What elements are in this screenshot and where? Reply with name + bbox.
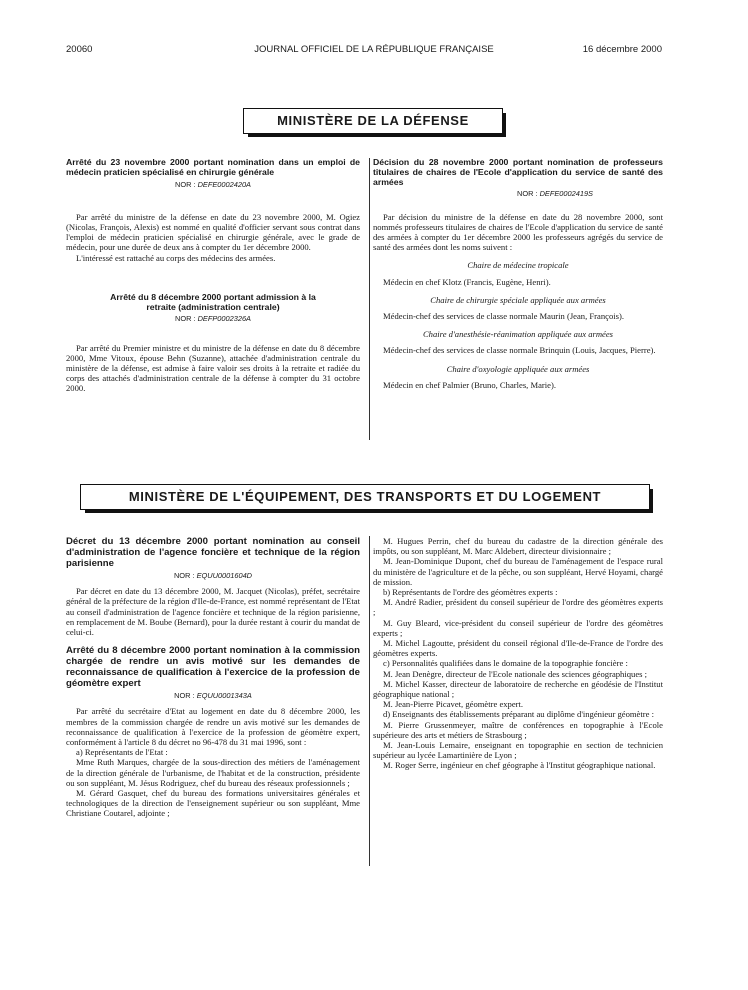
paragraph: M. Michel Kasser, directeur de laboratoire de recherche en géodésie de l'Institut géographique national ; [373, 678, 663, 700]
article-title: Décision du 28 novembre 2000 portant nomination de professeurs titulaires de chaires de l'Ecole d'application du service de santé des armées [373, 157, 663, 187]
paragraph: M. Jean-Dominique Dupont, chef du bureau de l'aménagement de l'espace rural du ministère de l'agriculture et de la pêche, ou son suppléant, Hervé Hoyami, chargé de mission. [373, 556, 663, 587]
paragraph: Par arrêté du ministre de la défense en date du 23 novembre 2000, M. Ogiez (Nicolas, François, Alexis) est nommé en qualité d'officier servant sous contrat dans l'emploi de médecin praticien spécialisé en chirurgie générale, avec le grade de médecin, pour une durée de deux ans à compter du 1er décembre 2000. [66, 211, 360, 253]
paragraph: a) Représentants de l'Etat : [76, 747, 168, 758]
paragraph: M. Roger Serre, ingénieur en chef géographe à l'Institut géographique national. [383, 760, 656, 771]
article-title: Décret du 13 décembre 2000 portant nomination au conseil d'administration de l'agence foncière et technique de la région parisienne [66, 536, 360, 569]
nor-reference: NOR : DEFE0002419S [516, 189, 593, 199]
paragraph: M. Pierre Grussenmeyer, maître de conférences en topographie à l'Ecole supérieure des arts et métiers de Strasbourg ; [373, 719, 663, 740]
ministry-defense-heading: MINISTÈRE DE LA DÉFENSE [243, 108, 503, 134]
paragraph: Mme Ruth Marques, chargée de la sous-direction des métiers de l'aménagement de la direction générale de l'urbanisme, de l'habitat et de la construction, présidente ou son suppléant, M. Jésus Rodriguez, chef du bureau des réseaux professionnels ; [66, 757, 360, 788]
article-title: Arrêté du 8 décembre 2000 portant nomination à la commission chargée de rendre un avis motivé sur les demandes de reconnaissance de qualification à l'exercice de la profession de géomètre expert [66, 645, 360, 690]
article-title: Arrêté du 23 novembre 2000 portant nomination dans un emploi de médecin praticien spécialisé en chirurgie générale [66, 157, 360, 177]
paragraph: Médecin en chef Palmier (Bruno, Charles, Marie). [383, 379, 557, 390]
paragraph: Par décision du ministre de la défense en date du 28 novembre 2000, sont nommés professeurs titulaires de chaires de l'Ecole d'application du service de santé des armées à compter du 1er décembre 2000 les professeurs agrégés du service de santé des armées dont les noms suivent : [373, 211, 663, 253]
paragraph: M. Michel Lagoutte, président du conseil régional d'Ile-de-France de l'ordre des géomètres experts. [373, 638, 663, 659]
paragraph: Médecin en chef Klotz (Francis, Eugène, Henri). [383, 276, 551, 287]
column-divider [369, 158, 370, 440]
paragraph: L'intéressé est rattaché au corps des médecins des armées. [76, 252, 276, 263]
paragraph: Par décret en date du 13 décembre 2000, M. Jacquet (Nicolas), préfet, secrétaire général de la préfecture de la région d'Ile-de-France, est nommé représentant de l'Etat au conseil d'administration de l'agence foncière et technique de la région parisienne, en remplacement de M. Boube (Bernard), pour la durée restant à courir du mandat de celui-ci. [66, 586, 360, 638]
paragraph: c) Personnalités qualifiées dans le domaine de la topographie foncière : [383, 658, 628, 669]
paragraph: M. Hugues Perrin, chef du bureau du cadastre de la direction générale des impôts, ou son suppléant, M. Marc Aldebert, directeur divisionnaire ; [373, 536, 663, 557]
chair-title: Chaire d'anesthésie-réanimation appliquée aux armées [422, 329, 614, 340]
paragraph: Médecin-chef des services de classe normale Brinquin (Louis, Jacques, Pierre). [383, 345, 656, 356]
chair-title: Chaire de chirurgie spéciale appliquée aux armées [430, 294, 606, 305]
journal-title: JOURNAL OFFICIEL DE LA RÉPUBLIQUE FRANÇAISE [254, 44, 494, 55]
paragraph: Médecin-chef des services de classe normale Maurin (Jean, François). [383, 311, 625, 322]
page-number: 20060 [66, 44, 93, 55]
paragraph: d) Enseignants des établissements préparant au diplôme d'ingénieur géomètre : [383, 709, 654, 720]
equipement-right-column [373, 536, 663, 771]
paragraph: M. Guy Bleard, vice-président du conseil supérieur de l'ordre des géomètres experts ; [373, 617, 663, 638]
paragraph: M. Jean-Pierre Picavet, géomètre expert. [383, 699, 524, 710]
ministry-equipement-heading: MINISTÈRE DE L'ÉQUIPEMENT, DES TRANSPORTS ET DU LOGEMENT [80, 484, 650, 510]
nor-reference: NOR : EQUU0001604D [173, 571, 253, 580]
issue-date: 16 décembre 2000 [582, 44, 662, 55]
nor-reference: NOR : DEFP0002326A [174, 314, 251, 324]
paragraph: M. Gérard Gasquet, chef du bureau des formations universitaires générales et technologiques de la direction de l'enseignement supérieur ou son suppléant, Mme Christiane Coutarel, adjointe ; [66, 788, 360, 819]
paragraph: M. Jean Denègre, directeur de l'Ecole nationale des sciences géographiques ; [383, 668, 648, 679]
paragraph: M. Jean-Louis Lemaire, enseignant en topographie en section de technicien supérieur au lycée Lamartinière de Lyon ; [373, 740, 663, 761]
nor-reference: NOR : EQUU0001343A [174, 691, 252, 701]
paragraph: M. André Radier, président du conseil supérieur de l'ordre des géomètres experts ; [373, 597, 663, 618]
defense-left-column [66, 158, 360, 394]
paragraph: Par arrêté du secrétaire d'Etat au logement en date du 8 décembre 2000, les membres de la commission chargée de rendre un avis motivé sur les demandes de reconnaissance de qualification à l'exercice de la profession de géomètre expert, conformément à l'article 8 du décret no 96-478 du 31 mai 1996, sont : [66, 706, 360, 748]
defense-right-column [373, 158, 663, 390]
paragraph: b) Représentants de l'ordre des géomètres experts : [383, 587, 558, 598]
paragraph: Par arrêté du Premier ministre et du ministre de la défense en date du 8 décembre 2000, Mme Vitoux, épouse Behn (Suzanne), attachée d'administration centrale du ministère de la défense, est admise à faire valoir ses droits à la retraite et radiée du corps des attachés d'administration centrale de la défense à compter du 31 octobre 2000. [66, 342, 360, 394]
nor-reference: NOR : DEFE0002420A [174, 179, 251, 189]
article-title: Arrêté du 8 décembre 2000 portant admission à la retraite (administration centrale) [110, 291, 316, 312]
chair-title: Chaire de médecine tropicale [467, 260, 569, 271]
chair-title: Chaire d'oxyologie appliquée aux armées [446, 363, 590, 374]
equipement-left-column [66, 536, 360, 819]
column-divider [369, 536, 370, 866]
